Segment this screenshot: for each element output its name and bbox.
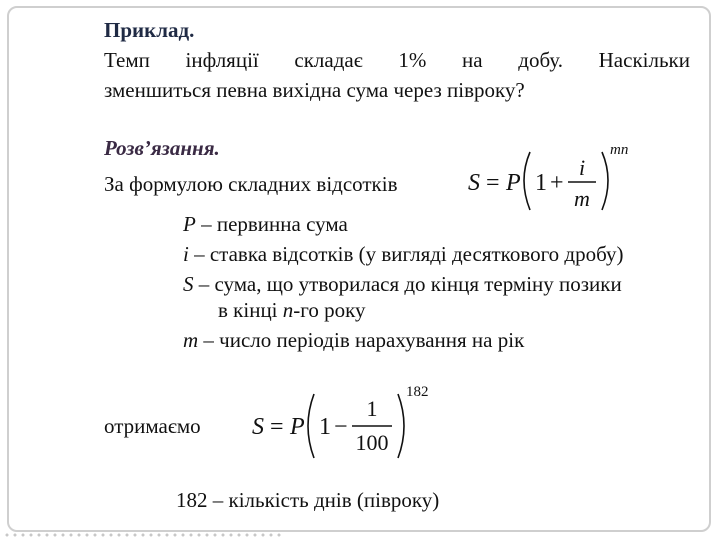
result-label: отримаємо [104,414,201,438]
definition-s-text: – сума, що утворилася до кінця терміну позики [193,272,622,296]
symbol-p: P [183,212,196,236]
solution-heading: Розв’язання. [104,136,220,160]
formula2-p: P [290,414,305,440]
result-formula [246,384,446,468]
definition-i [183,242,624,266]
compound-interest-formula [462,140,652,220]
formula2-one: 1 [319,414,331,440]
note-days: 182 – кількість днів (півроку) [176,488,440,512]
left-parenthesis [308,394,314,458]
decorative-dots [3,531,283,539]
problem-text-line-1: Темп інфляції складає 1% на добу. Наскільки [104,48,690,72]
definition-m-text: – число періодів нарахування на рік [198,328,525,352]
definition-p [183,212,348,236]
formula2-minus: − [334,414,348,440]
symbol-m: m [183,328,199,352]
definition-p-text: – первинна сума [195,212,348,236]
fraction-denominator: m [574,186,590,211]
example-heading: Приклад. [104,18,195,42]
fraction2-denominator: 100 [355,430,389,455]
fraction-numerator: i [578,155,586,180]
right-parenthesis [398,394,404,458]
symbol-n: n [282,298,294,322]
definition-s-pre: в кінці [218,298,283,322]
formula-equals: = [486,170,500,196]
symbol-s: S [183,272,194,296]
formula2-equals: = [270,414,284,440]
symbol-i: i [183,242,189,266]
definition-s-continued [218,298,366,322]
formula-s: S [468,170,480,196]
left-parenthesis [524,152,530,210]
formula2-exponent: 182 [406,384,429,400]
formula-p: P [506,170,521,196]
definition-s-post: -го року [293,298,366,322]
formula-label: За формулою складних відсотків [104,172,398,196]
formula-one: 1 [535,170,547,196]
definition-i-text: – ставка відсотків (у вигляді десяткового дробу) [188,242,624,266]
right-parenthesis [602,152,608,210]
formula2-s: S [252,414,264,440]
formula-exponent: mn [610,142,629,158]
fraction2-numerator: 1 [366,396,378,421]
problem-text-line-2: зменшиться певна вихідна сума через півроку? [104,78,525,102]
formula-plus: + [550,170,564,196]
definition-s [183,272,622,296]
definition-m [183,328,524,352]
